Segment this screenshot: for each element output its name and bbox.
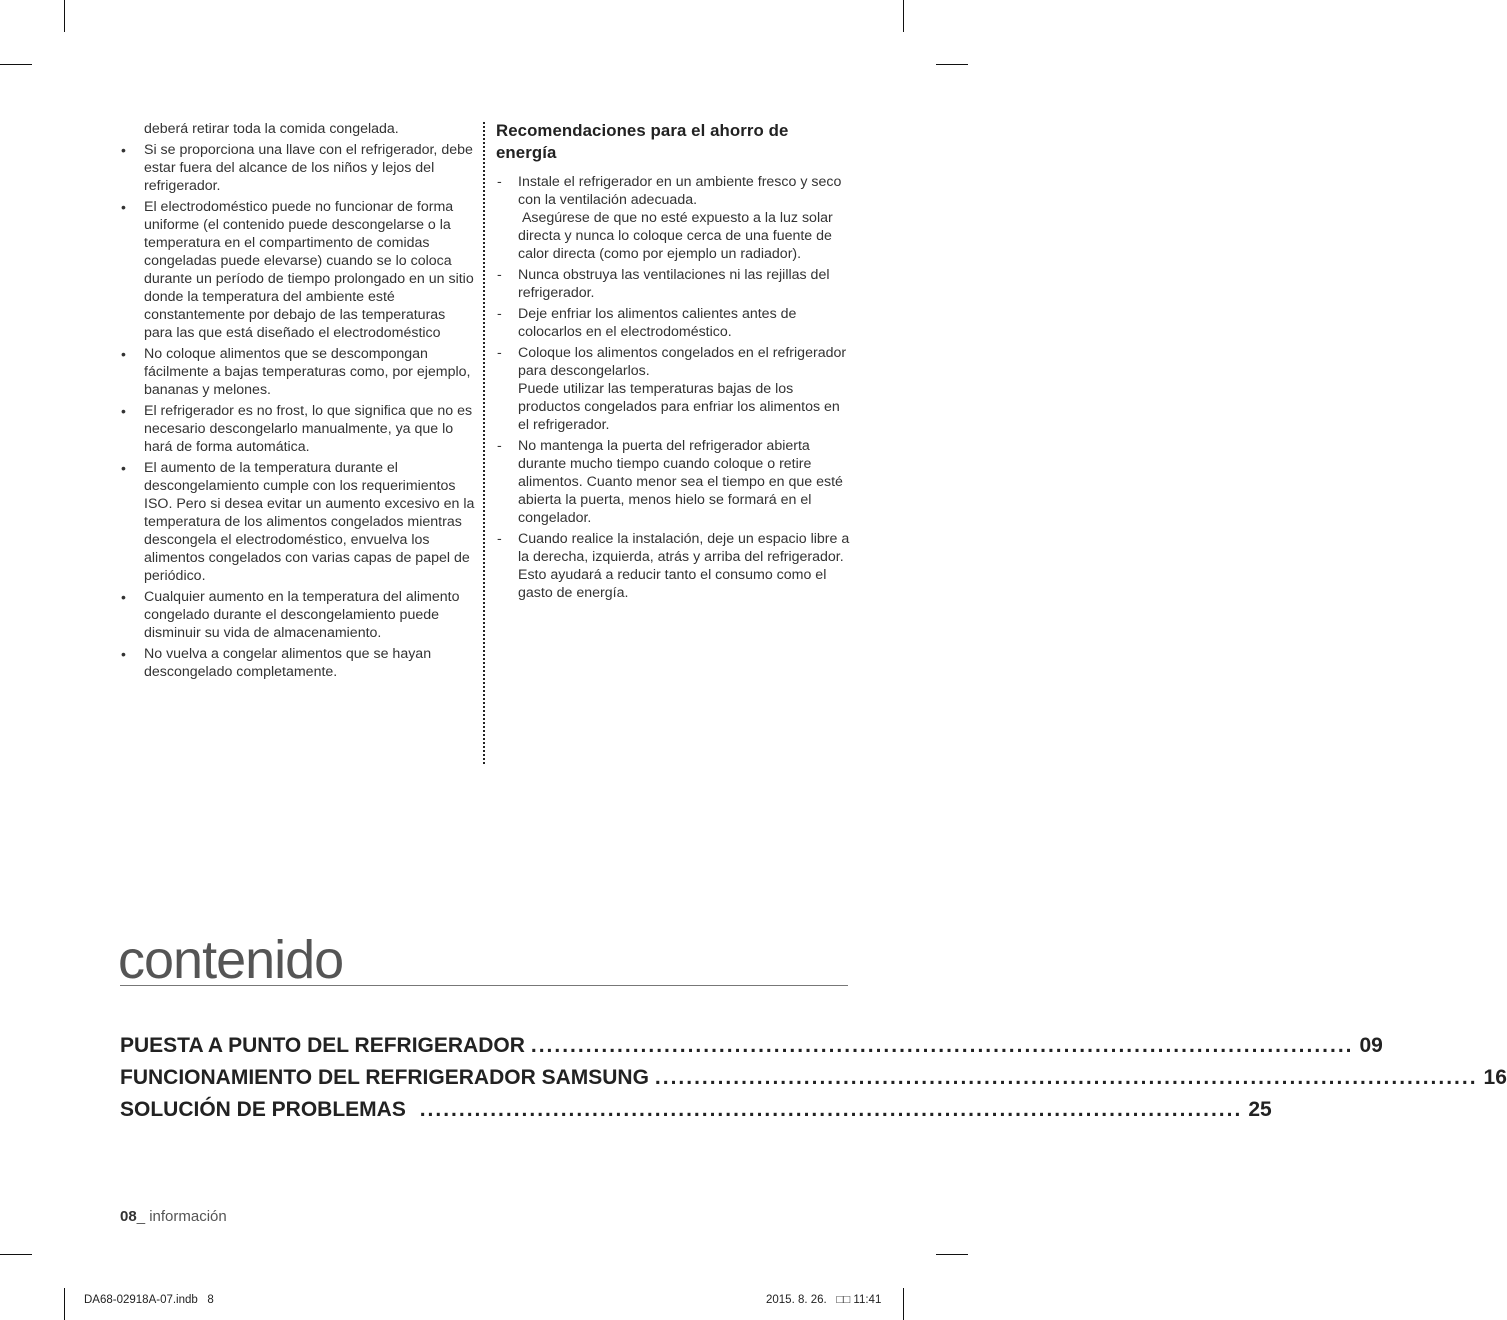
dash-icon: - — [497, 438, 502, 454]
dash-icon: - — [497, 531, 502, 547]
tip-text: Deje enfriar los alimentos calientes antes de colocarlos en el electrodoméstico. — [518, 306, 797, 340]
toc-entry[interactable] — [120, 1098, 1272, 1130]
tip-text: No mantenga la puerta del refrigerador abierta durante mucho tiempo cuando coloque o retire alimentos. Cuanto menor sea el tiempo en que esté abierta la puerta, menos hielo se formará en el congelador. — [518, 438, 843, 526]
page-footer — [120, 1208, 227, 1225]
dash-icon: - — [497, 174, 502, 190]
tip-text: Nunca obstruya las ventilaciones ni las rejillas del refrigerador. — [518, 267, 830, 301]
bullet-icon: • — [121, 346, 126, 362]
toc-label: PUESTA A PUNTO DEL REFRIGERADOR — [120, 1034, 525, 1057]
list-item — [496, 437, 852, 527]
bullet-text: El electrodoméstico puede no funcionar de forma uniforme (el contenido puede descongelarse o la temperatura en el compartimento de comidas congeladas puede elevarse) cuando se lo coloca durante un período de tiempo prolongado en un sitio donde la temperatura del ambiente esté constantemente por debajo de las temperaturas para las que está diseñado el electrodoméstico — [144, 199, 474, 341]
crop-mark — [936, 64, 968, 65]
bullet-text: No coloque alimentos que se descompongan fácilmente a bajas temperaturas como, por ejemplo, bananas y melones. — [144, 346, 471, 398]
dash-icon: - — [497, 345, 502, 361]
crop-mark — [0, 1254, 32, 1255]
crop-mark — [64, 1288, 65, 1320]
toc-page: 09 — [1359, 1034, 1383, 1057]
list-item — [120, 459, 476, 585]
bullet-icon: • — [121, 460, 126, 476]
bullet-text: El aumento de la temperatura durante el descongelamiento cumple con los requerimientos ISO. Pero si desea evitar un aumento excesivo en la temperatura de los alimentos congelados mientras descongela el electrodoméstico, envuelva los alimentos congelados con varias capas de papel de periódico. — [144, 460, 475, 584]
toc-entry[interactable] — [120, 1066, 1507, 1098]
print-file-info: DA68-02918A-07.indb 8 — [84, 1294, 214, 1306]
tip-extra: Puede utilizar las temperaturas bajas de los productos congelados para enfriar los alimentos en el refrigerador. — [518, 381, 840, 433]
crop-mark — [936, 1254, 968, 1255]
bullet-icon: • — [121, 589, 126, 605]
bullet-icon: • — [121, 142, 126, 158]
contents-rule — [120, 985, 848, 986]
bullet-icon: • — [121, 646, 126, 662]
list-item — [120, 345, 476, 399]
list-item — [496, 173, 852, 263]
left-column — [120, 120, 476, 684]
tip-text: Cuando realice la instalación, deje un espacio libre a la derecha, izquierda, atrás y arriba del refrigerador. — [518, 531, 850, 565]
bullet-text: No vuelva a congelar alimentos que se hayan descongelado completamente. — [144, 646, 432, 680]
list-item — [496, 266, 852, 302]
list-item — [120, 645, 476, 681]
bullet-text: Si se proporciona una llave con el refrigerador, debe estar fuera del alcance de los niños y lejos del refrigerador. — [144, 142, 473, 194]
print-timestamp: 2015. 8. 26. □□ 11:41 — [766, 1294, 882, 1306]
column-divider — [483, 122, 485, 764]
tip-text: Instale el refrigerador en un ambiente fresco y seco con la ventilación adecuada. — [518, 174, 842, 208]
list-item — [120, 141, 476, 195]
crop-mark — [0, 64, 32, 65]
right-column — [496, 120, 852, 605]
crop-mark — [903, 1288, 904, 1320]
crop-mark — [903, 0, 904, 32]
section-name: _ información — [136, 1208, 227, 1225]
list-item — [120, 198, 476, 342]
bullet-icon: • — [121, 199, 126, 215]
tips-list — [496, 173, 852, 602]
toc-entry[interactable] — [120, 1034, 1383, 1066]
toc-page: 25 — [1248, 1098, 1272, 1121]
crop-mark — [64, 0, 65, 32]
list-item — [120, 402, 476, 456]
bullet-text: El refrigerador es no frost, lo que significa que no es necesario descongelarlo manualmente, ya que lo hará de forma automática. — [144, 403, 473, 455]
dash-icon: - — [497, 267, 502, 283]
bullet-list — [120, 141, 476, 681]
list-item — [496, 305, 852, 341]
section-heading: Recomendaciones para el ahorro de energía — [496, 121, 789, 162]
toc-leader: ......................................................................................................... — [530, 1034, 1354, 1057]
bullet-text: Cualquier aumento en la temperatura del alimento congelado durante el descongelamiento puede disminuir su vida de almacenamiento. — [144, 589, 460, 641]
list-item — [496, 344, 852, 434]
list-item — [120, 588, 476, 642]
page-number: 08 — [120, 1208, 137, 1225]
dash-icon: - — [497, 306, 502, 322]
bullet-icon: • — [121, 403, 126, 419]
tip-extra: Asegúrese de que no esté expuesto a la luz solar directa y nunca lo coloque cerca de una fuente de calor directa (como por ejemplo un radiador). — [518, 210, 837, 262]
toc-label: SOLUCIÓN DE PROBLEMAS — [120, 1098, 406, 1121]
tip-text: Coloque los alimentos congelados en el refrigerador para descongelarlos. — [518, 345, 847, 379]
table-of-contents — [120, 1034, 1507, 1130]
lead-text: deberá retirar toda la comida congelada. — [144, 121, 399, 137]
toc-leader: ......................................................................................................... — [411, 1098, 1243, 1121]
list-item — [496, 530, 852, 602]
toc-page: 16 — [1483, 1066, 1507, 1089]
tip-extra: Esto ayudará a reducir tanto el consumo como el gasto de energía. — [518, 567, 827, 601]
toc-label: FUNCIONAMIENTO DEL REFRIGERADOR SAMSUNG — [120, 1066, 649, 1089]
toc-leader: ......................................................................................................... — [654, 1066, 1478, 1089]
contents-title: contenido — [118, 930, 344, 990]
